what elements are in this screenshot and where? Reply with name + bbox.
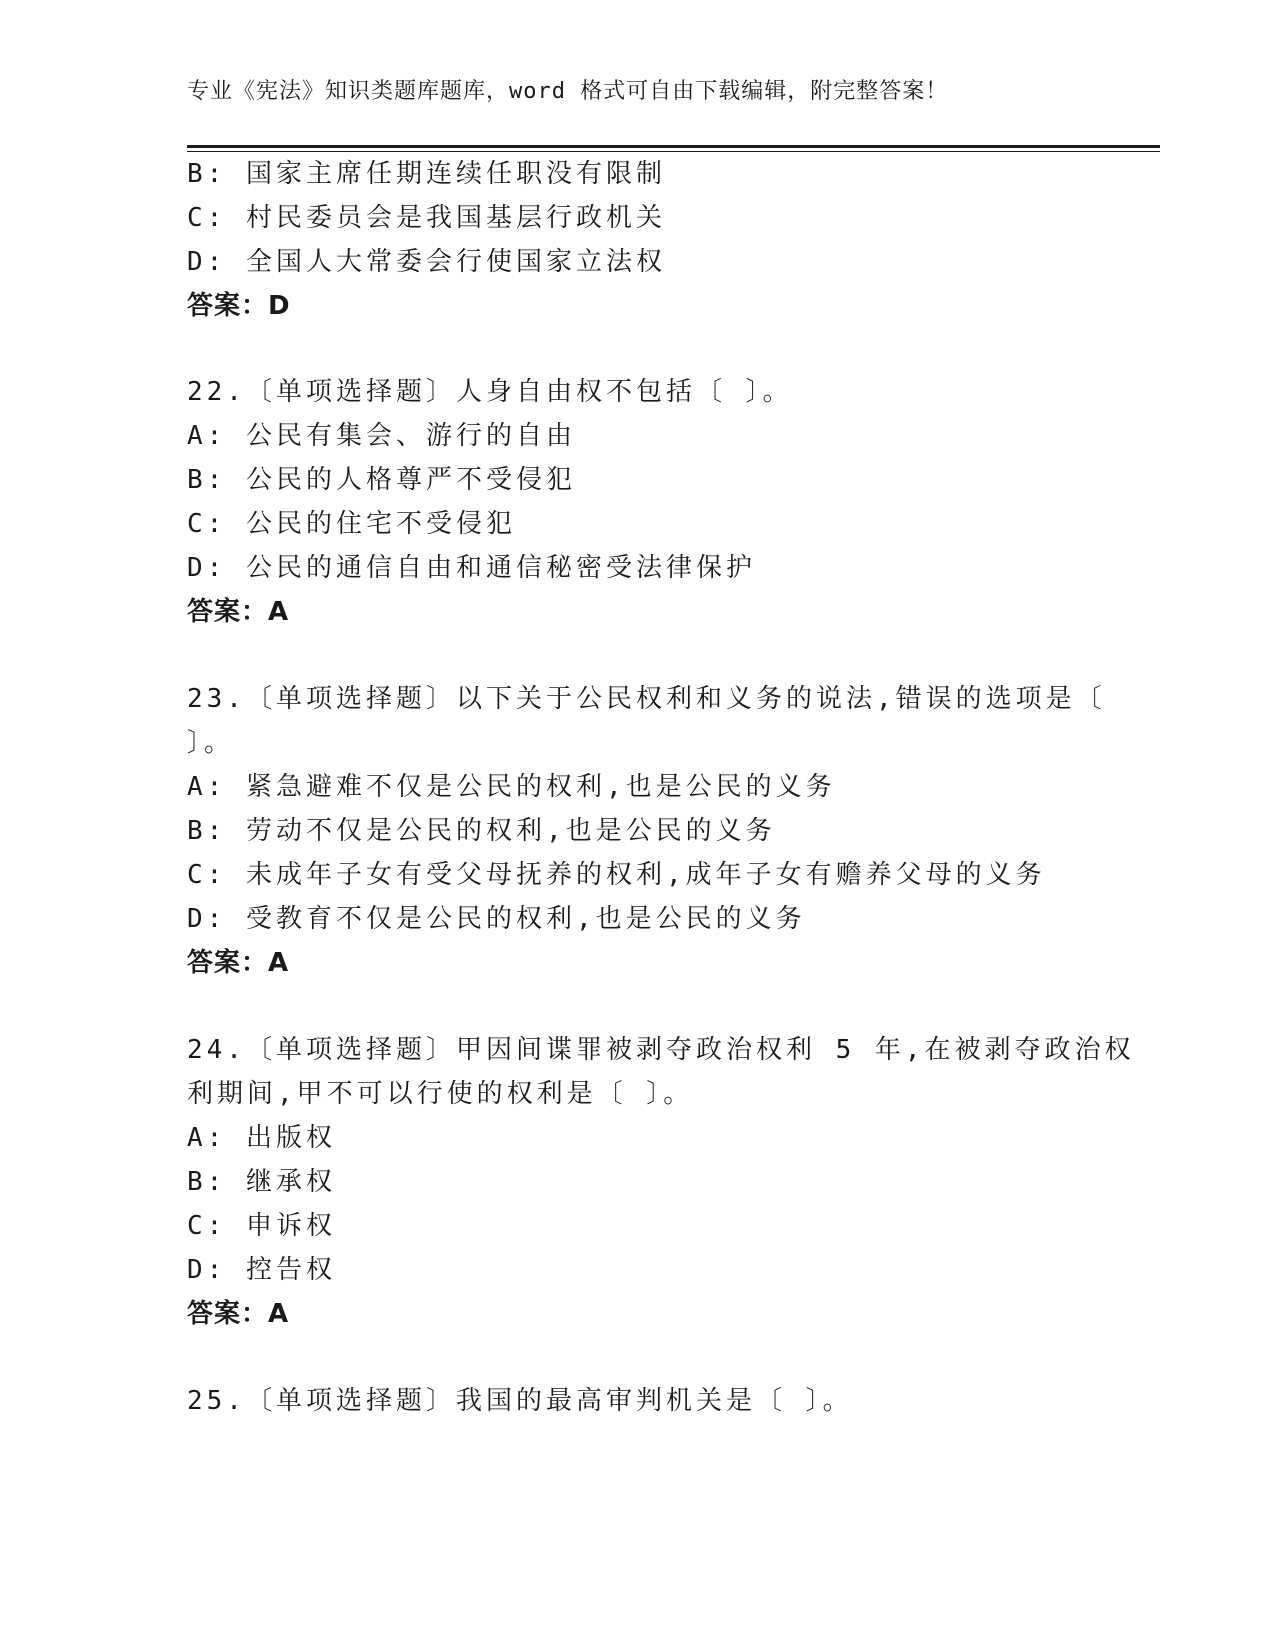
q24-option-b: B: 继承权 xyxy=(187,1167,336,1197)
q22-option-c: C: 公民的住宅不受侵犯 xyxy=(187,509,516,539)
q25-stem: 25.〔单项选择题〕我国的最高审判机关是〔 〕。 xyxy=(187,1386,853,1416)
q23-stem-line2: 〕。 xyxy=(187,728,235,758)
q24-option-c: C: 申诉权 xyxy=(187,1211,336,1241)
q21-option-b: B: 国家主席任期连续任职没有限制 xyxy=(187,159,666,189)
q22-option-d: D: 公民的通信自由和通信秘密受法律保护 xyxy=(187,553,756,583)
q24-stem-line2: 利期间,甲不可以行使的权利是〔 〕。 xyxy=(187,1079,694,1109)
q24-option-d: D: 控告权 xyxy=(187,1255,336,1285)
q23-option-b: B: 劳动不仅是公民的权利,也是公民的义务 xyxy=(187,816,776,846)
q23-option-a: A: 紧急避难不仅是公民的权利,也是公民的义务 xyxy=(187,772,836,802)
q24-answer: 答案：A xyxy=(187,1299,290,1329)
q23-stem-line1: 23.〔单项选择题〕以下关于公民权利和义务的说法,错误的选项是〔 xyxy=(187,684,1106,714)
q21-option-c: C: 村民委员会是我国基层行政机关 xyxy=(187,203,666,233)
q23-option-c: C: 未成年子女有受父母抚养的权利,成年子女有赡养父母的义务 xyxy=(187,860,1046,890)
q24-stem-line1: 24.〔单项选择题〕甲因间谍罪被剥夺政治权利 5 年,在被剥夺政治权 xyxy=(187,1035,1135,1065)
q21-option-d: D: 全国人大常委会行使国家立法权 xyxy=(187,247,666,277)
q23-option-d: D: 受教育不仅是公民的权利,也是公民的义务 xyxy=(187,904,806,934)
q22-option-b: B: 公民的人格尊严不受侵犯 xyxy=(187,465,576,495)
q21-answer: 答案：D xyxy=(187,291,291,321)
header-rule-thin xyxy=(187,151,1160,152)
q24-option-a: A: 出版权 xyxy=(187,1123,336,1153)
header-rule-thick xyxy=(187,145,1160,148)
q22-stem: 22.〔单项选择题〕人身自由权不包括〔 〕。 xyxy=(187,377,793,407)
page-header: 专业《宪法》知识类题库题库，word 格式可自由下载编辑，附完整答案！ xyxy=(187,79,949,104)
q23-answer: 答案：A xyxy=(187,948,290,978)
q22-option-a: A: 公民有集会、游行的自由 xyxy=(187,421,576,451)
q22-answer: 答案：A xyxy=(187,597,290,627)
